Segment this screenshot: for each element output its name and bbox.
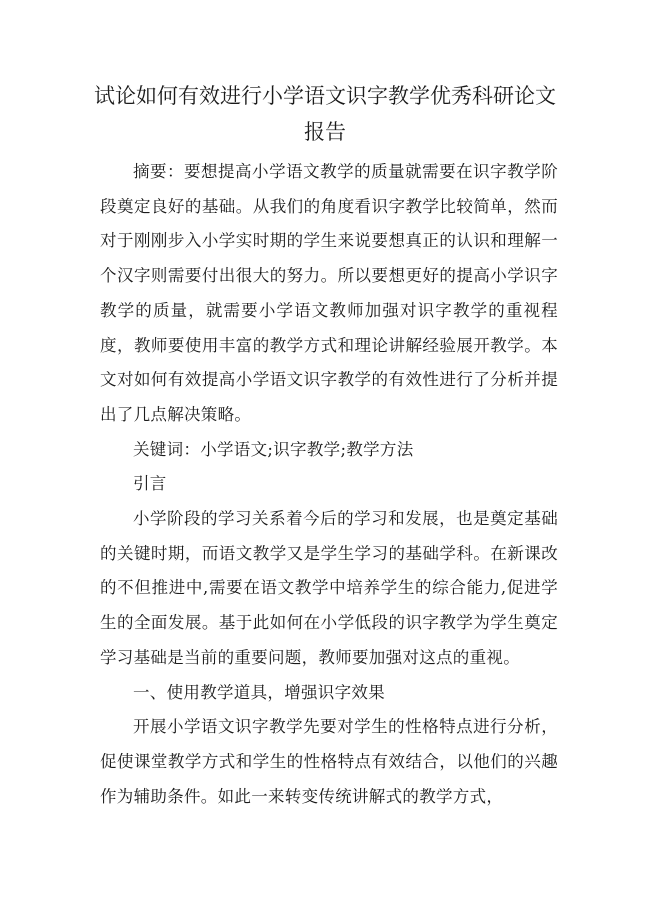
section-1-paragraph: 开展小学语文识字教学先要对学生的性格特点进行分析，促使课堂教学方式和学生的性格特点有效结合，以他们的兴趣作为辅助条件。如此一来转变传统讲解式的教学方式， [100,717,558,806]
abstract-paragraph: 摘要：要想提高小学语文教学的质量就需要在识字教学阶段奠定良好的基础。从我们的角度看识字教学比较简单，然而对于刚刚步入小学实时期的学生来说要想真正的认识和理解一个汉字则需要付出很大的努力。所以要想更好的提高小学识字教学的质量，就需要小学语文教师加强对识字教学的重视程度，教师要使用丰富的教学方式和理论讲解经验展开教学。本文对如何有效提高小学语文识字教学的有效性进行了分析并提出了几点解决策略。 [100,162,558,424]
introduction-paragraph: 小学阶段的学习关系着今后的学习和发展，也是奠定基础的关键时期，而语文教学又是学生学习的基础学科。在新课改的不但推进中,需要在语文教学中培养学生的综合能力,促进学生的全面发展。基于此如何在小学低段的识字教学为学生奠定学习基础是当前的重要问题，教师要加强对这点的重视。 [100,509,558,667]
introduction-heading: 引言 [133,474,167,494]
section-heading-1: 一、使用教学道具，增强识字效果 [133,682,385,702]
document-title: 试论如何有效进行小学语文识字教学优秀科研论文报告 [94,84,556,144]
document-body [100,155,558,814]
keywords-line: 关键词：小学语文;识字教学;教学方法 [133,439,414,459]
